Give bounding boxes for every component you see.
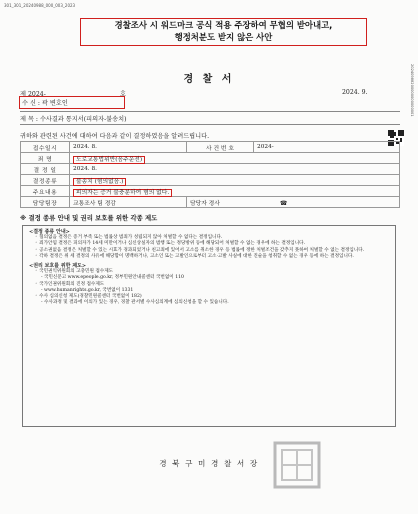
table-value: 2024. 8.: [70, 164, 400, 175]
table-value: [70, 186, 400, 197]
phone-icon: ☎: [279, 200, 288, 207]
table-key: 주요내용: [21, 186, 70, 197]
offense-highlight: 도로교통법위반(음주운전): [73, 156, 145, 164]
guide-item: ◦ 공소권없음 결정은 처벌할 수 있는 시효가 경과되었거나 친고죄에 있어서 고소를 취소한 경우 등 법률에 정한 처벌조건을 갖추지 못하여 처벌할 수 없는 결정입니다.: [35, 247, 365, 253]
guide-item: ◦ 혐의없음 결정은 증거 부족 또는 법률상 범죄가 성립되지 않아 처벌할 수 없다는 결정입니다.: [35, 235, 223, 241]
table-key: 죄 명: [21, 153, 70, 164]
table-row: [21, 175, 400, 186]
doc-date: 2024. 9.: [342, 89, 368, 96]
doc-number-prefix: 제 2024-: [20, 91, 46, 98]
doc-title: 경 찰 서: [183, 74, 235, 85]
table-value: [70, 153, 400, 164]
banner-line-2: 행정처분도 받지 않은 사안: [174, 31, 273, 42]
official-seal-icon: [272, 440, 322, 490]
content-highlight: 피의자는 증거 불충분하여 혐의 없다.: [73, 189, 172, 197]
rank: 경감: [104, 200, 116, 207]
table-row: [21, 197, 400, 208]
table-key: 결정종류: [21, 175, 70, 186]
team-name: 교통조사 팀: [73, 200, 103, 207]
table-value: [70, 175, 400, 186]
red-banner: [80, 18, 367, 46]
guide-heading: <권리 보호를 위한 제도>: [29, 263, 87, 270]
table-row: [21, 164, 400, 175]
intro-text: 귀하와 관련된 사건에 대하여 다음과 같이 결정하였음을 알려드립니다.: [20, 133, 210, 140]
table-key: 결 정 일: [21, 164, 70, 175]
table-value: 2024-: [254, 142, 400, 153]
banner-line-1: 경찰조사 시 워드마크 공식 적용 주장하여 무협의 받아내고,: [114, 20, 333, 30]
guide-item: ◦ 죄가안됨 결정은 피의자가 14세 미만이거나 심신상실자의 범행 또는 정당방위 등에 해당되어 처벌할 수 없는 경우에 하는 결정입니다.: [35, 241, 306, 247]
table-value: [70, 197, 187, 208]
guide-heading: <결정 종류 안내>: [29, 229, 70, 235]
guide-item: ◦ 수사 심의신청 제도(경찰민원콜센터 국번없이 182): [35, 294, 142, 300]
divider: [20, 111, 400, 112]
table-key: 담당팀장: [21, 197, 70, 208]
doc-number-suffix: 호: [120, 91, 126, 98]
police-chief-signature: 경 북 구 미 경 찰 서 장: [159, 459, 259, 468]
table-value: 2024. 8.: [70, 142, 187, 153]
guide-item: ◦ 국가인권위원회의 진정 접수제도: [35, 281, 105, 287]
guide-item: - 국민신문고 www.epeople.go.kr, 정부민원안내콜센터 국번없이 110: [41, 275, 184, 281]
decision-highlight: 불송치 (혐의없음.): [73, 178, 126, 186]
table-key: 접수일시: [21, 142, 70, 153]
side-code: 20240988200000000000001: [410, 64, 414, 117]
guide-item: ◦ 각하 결정은 위 세 결정의 사유에 해당함이 명백하거나, 고소인 또는 고발인으로부터 고소·고발 사실에 대한 진술을 청취할 수 없는 경우 등에 하는 결정입니다.: [35, 253, 354, 259]
subject: 제 목 : 수사결과 통지서(피의자-불송치): [20, 116, 127, 123]
file-id: 301_301_20240988_000_003_2023: [4, 3, 76, 8]
table-value: [187, 197, 400, 208]
guide-item: - 수사과정 및 결과에 이의가 있는 경우, 경찰 관서별 수사심의계에 심의신청을 할 수 있습니다.: [41, 300, 229, 306]
divider: [20, 124, 400, 125]
section-title: ※ 결정 종류 안내 및 권리 보호를 위한 각종 제도: [20, 214, 158, 222]
table-row: [21, 186, 400, 197]
result-table: [20, 141, 400, 208]
officer: 담당자 경사: [190, 200, 220, 207]
table-row: [21, 142, 400, 153]
table-row: [21, 153, 400, 164]
guide-item: ◦ 국민권익위원회의 고충민원 접수제도: [35, 269, 114, 275]
guide-box: [22, 225, 396, 427]
recipient: 수 신 : 곽 변호인: [22, 100, 68, 107]
guide-item: - www.humanrights.go.kr, 국번없이 1331: [41, 287, 134, 293]
table-key: 사 건 번 호: [187, 142, 254, 153]
